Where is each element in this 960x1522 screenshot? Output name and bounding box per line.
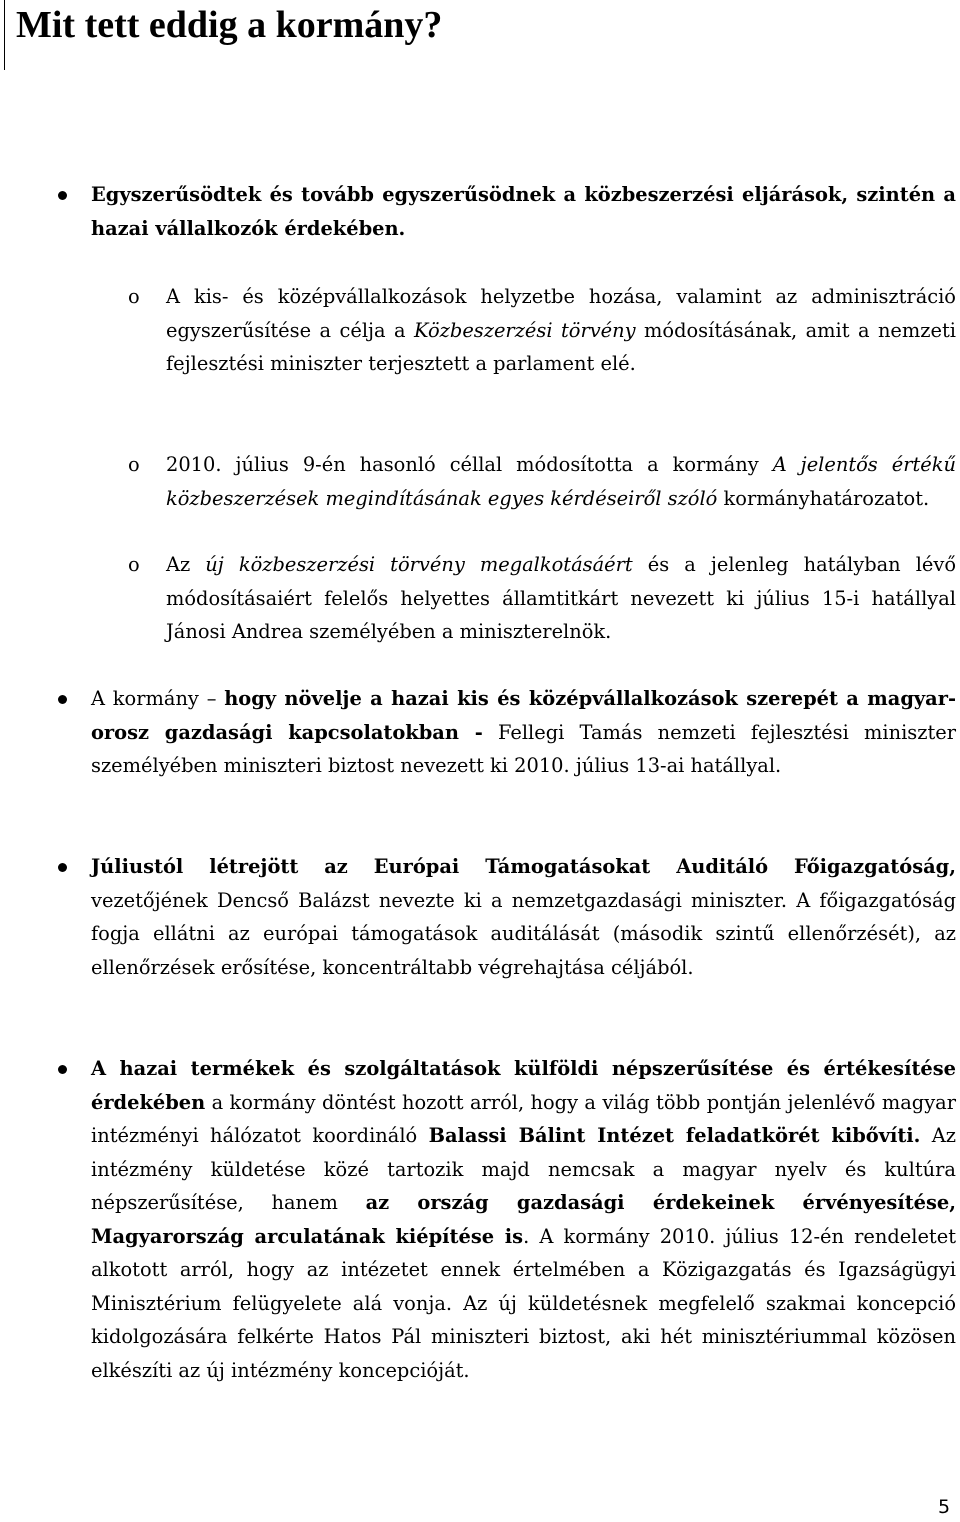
bullet-4-bold: az ország gazdasági érdekeinek érvényesítése, Magyarország arculatának kiépítése is	[91, 1191, 956, 1248]
bullet-4-part: . A kormány 2010. július 12-én rendeletet alkotott arról, hogy az intézetet ennek értelmében a Közigazgatás és Igazságügyi Minisztérium felügyelete alá vonja. Az új küldetésnek megfelelő szakmai koncepció kidolgozására felkérte Hatos Pál miniszteri biztost, aki hét minisztériummal közösen elkészíti az új intézmény koncepcióját.	[91, 1224, 956, 1382]
bullet-4-bold: A hazai termékek és szolgáltatások külföldi népszerűsítése és értékesítése érdekében	[91, 1057, 956, 1114]
sub-bullet-marker: o	[128, 285, 140, 308]
sub-2-part: kormányhatározatot.	[717, 486, 930, 510]
bullet-4-bold: Balassi Bálint Intézet feladatkörét kibővíti.	[428, 1124, 921, 1147]
bullet-3-text	[91, 850, 956, 984]
bullet-2-bold: hogy növelje a hazai kis és középvállalkozások szerepét a magyar-orosz gazdasági kapcsolatokban -	[91, 687, 956, 744]
margin-rule	[4, 0, 5, 70]
bullet-4-part: a kormány döntést hozott arról, hogy a világ több pontján jelenlévő magyar intézményi hálózatot koordináló	[91, 1090, 956, 1147]
bullet-1-text: Egyszerűsödtek és tovább egyszerűsödnek a közbeszerzési eljárások, szintén a hazai vállalkozók érdekében.	[91, 183, 956, 240]
bullet-icon	[58, 695, 67, 704]
sub-3-part: Az	[166, 553, 206, 576]
bullet-4-text	[91, 1052, 956, 1387]
sub-bullet-3-text	[166, 548, 956, 649]
sub-1-part: módosításának, amit a nemzeti fejlesztési miniszter terjesztett a parlament elé.	[166, 318, 956, 375]
page-title: Mit tett eddig a kormány?	[16, 4, 443, 46]
bullet-2-part: A kormány –	[91, 687, 225, 710]
sub-2-italic: A jelentős értékű közbeszerzések megindításának egyes kérdéseiről szóló	[166, 453, 956, 510]
bullet-icon	[58, 1065, 67, 1074]
sub-1-part: A kis- és középvállalkozások helyzetbe hozása, valamint az adminisztráció egyszerűsítése a célja a	[166, 285, 956, 342]
bullet-icon	[58, 863, 67, 872]
bullet-3-part: vezetőjének Dencső Balázst nevezte ki a nemzetgazdasági miniszter. A főigazgatóság fogja ellátni az európai támogatások auditálását (második szintű ellenőrzését), az ellenőrzések erősítése, koncentráltabb végrehajtása céljából.	[91, 888, 956, 979]
sub-1-italic: Közbeszerzési törvény	[414, 318, 636, 342]
sub-bullet-marker: o	[128, 553, 140, 576]
bullet-4-part: Az intézmény küldetése közé tartozik majd nemcsak a magyar nyelv és kultúra népszerűsítése, hanem	[91, 1124, 956, 1214]
sub-3-part: és a jelenleg hatályban lévő módosításaiért felelős helyettes államtitkárt nevezett ki július 15-i hatállyal Jánosi Andrea személyében a miniszterelnök.	[166, 553, 957, 643]
sub-3-italic: új közbeszerzési törvény megalkotásáért	[205, 553, 633, 576]
bullet-3-bold: Júliustól létrejött az Európai Támogatásokat Auditáló Főigazgatóság,	[91, 855, 956, 878]
bullet-icon	[58, 191, 67, 200]
bullet-2-text	[91, 682, 956, 783]
sub-bullet-1-text	[166, 280, 956, 381]
sub-2-part: 2010. július 9-én hasonló céllal módosította a kormány	[166, 453, 773, 476]
sub-bullet-marker: o	[128, 453, 140, 476]
sub-bullet-2-text	[166, 448, 956, 515]
bullet-2-part: Fellegi Tamás nemzeti fejlesztési miniszter személyében miniszteri biztost nevezett ki 2010. július 13-ai hatállyal.	[91, 720, 956, 777]
page-number: 5	[938, 1496, 951, 1518]
